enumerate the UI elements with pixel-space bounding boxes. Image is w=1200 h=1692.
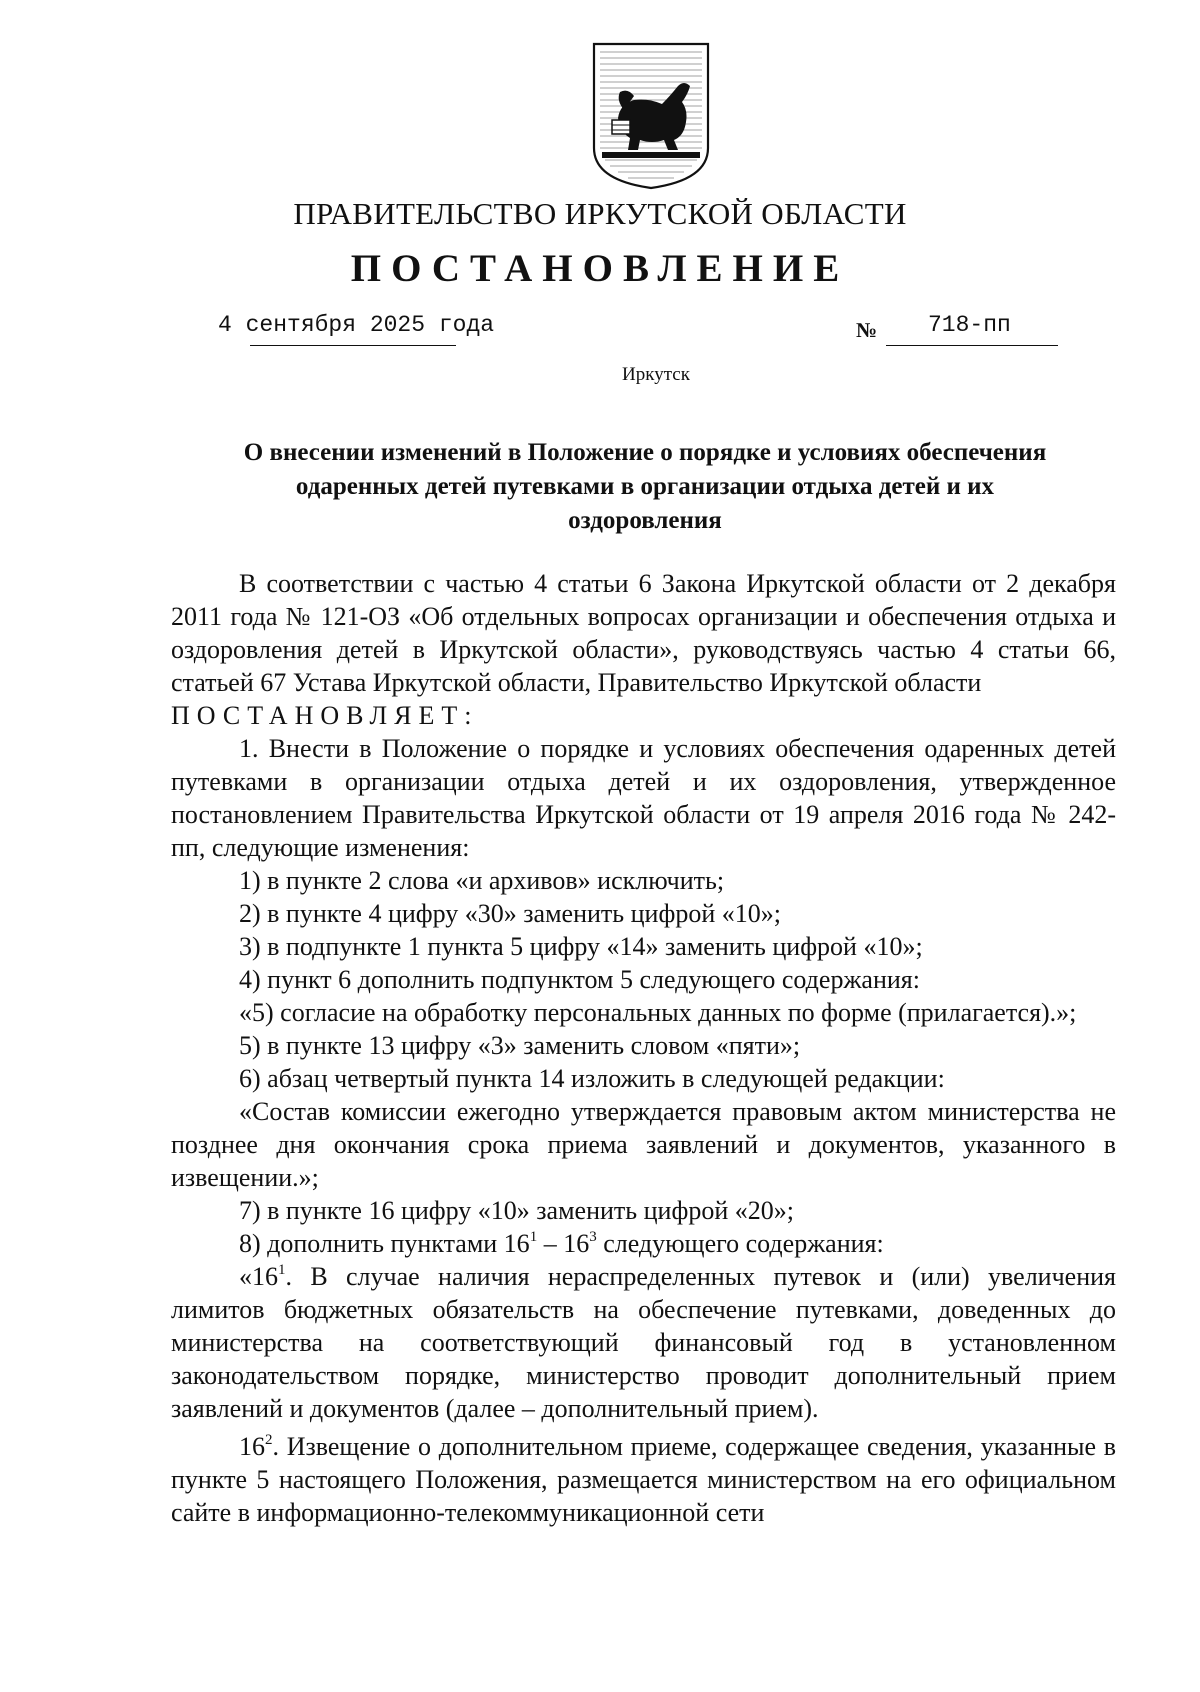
point-16-2-sup: 2 — [265, 1432, 273, 1449]
item-1-paragraph: 1. Внести в Положение о порядке и условиях обеспечения одаренных детей путевками в организации отдыха детей и их оздоровления, утвержденное постановлением Правительства Иркутской области от 19 апреля 2016 года № 242-пп, следующие изменения: — [171, 734, 1116, 862]
title-line-2: одаренных детей путевками в организации отдыха детей и их — [295, 473, 995, 500]
point-16-1-paragraph — [171, 1260, 1116, 1425]
point-16-2-text: . Извещение о дополнительном приеме, содержащее сведения, указанные в пункте 5 настоящего Положения, размещается министерством на его официальном сайте в информационно-телекоммуникационной сети — [171, 1432, 1116, 1527]
document-type: ПОСТАНОВЛЕНИЕ — [350, 247, 850, 290]
subitem-4-quote: «5) согласие на обработку персональных данных по форме (прилагается).»; — [239, 998, 1077, 1027]
subitem-6: 6) абзац четвертый пункта 14 изложить в следующей редакции: — [239, 1064, 945, 1093]
subitem-2: 2) в пункте 4 цифру «30» заменить цифрой «10»; — [239, 899, 781, 928]
point-16-2-paragraph — [171, 1430, 1116, 1529]
document-title — [165, 436, 1125, 538]
point-16-2-number: 16 — [239, 1432, 265, 1461]
date-underline — [250, 345, 456, 346]
document-body — [171, 567, 1116, 1529]
subitem-8-sup-1: 1 — [529, 1229, 538, 1246]
point-16-1-sup: 1 — [278, 1262, 286, 1279]
city-name: Иркутск — [622, 364, 690, 385]
subitem-7: 7) в пункте 16 цифру «10» заменить цифрой «20»; — [239, 1196, 794, 1225]
decree-word: ПОСТАНОВЛЯЕТ: — [171, 701, 479, 730]
point-16-1-text: . В случае наличия нераспределенных путевок и (или) увеличения лимитов бюджетных обязательств на обеспечение путевками, доведенных до министерства на соответствующий финансовый год в установленном законодательством порядке, министерство проводит дополнительный прием заявлений и документов (далее – дополнительный прием). — [171, 1262, 1116, 1423]
subitem-3: 3) в подпункте 1 пункта 5 цифру «14» заменить цифрой «10»; — [239, 932, 923, 961]
subitem-6-quote: «Состав комиссии ежегодно утверждается правовым актом министерства не позднее дня окончания срока приема заявлений и документов, указанного в извещении.»; — [171, 1097, 1116, 1192]
subitem-8 — [171, 1227, 1116, 1260]
subitem-8-text-a: 8) дополнить пунктами 16 — [239, 1229, 530, 1258]
subitem-8-text-b: – 16 — [537, 1229, 590, 1258]
subitem-5: 5) в пункте 13 цифру «3» заменить словом «пяти»; — [239, 1031, 801, 1060]
title-line-3: оздоровления — [568, 507, 722, 534]
subitem-4: 4) пункт 6 дополнить подпунктом 5 следующего содержания: — [239, 965, 920, 994]
title-line-1: О внесении изменений в Положение о порядке и условиях обеспечения — [243, 439, 1047, 466]
document-date: 4 сентября 2025 года — [218, 312, 495, 338]
number-sign: № — [856, 318, 878, 342]
coat-of-arms-icon — [590, 40, 712, 190]
subitem-8-text-c: следующего содержания: — [596, 1229, 884, 1258]
point-16-1-number: «16 — [239, 1262, 278, 1291]
number-underline — [886, 345, 1058, 346]
government-name: ПРАВИТЕЛЬСТВО ИРКУТСКОЙ ОБЛАСТИ — [293, 196, 907, 231]
subitem-8-sup-2: 3 — [589, 1229, 597, 1246]
document-number: 718-пп — [928, 312, 1011, 338]
subitem-1: 1) в пункте 2 слова «и архивов» исключить; — [239, 866, 725, 895]
preamble-paragraph: В соответствии с частью 4 статьи 6 Закона Иркутской области от 2 декабря 2011 года № 121-ОЗ «Об отдельных вопросах организации и обеспечения отдыха и оздоровления детей в Иркутской области», руководствуясь частью 4 статьи 66, статьей 67 Устава Иркутской области, Правительство Иркутской области — [171, 569, 1116, 697]
